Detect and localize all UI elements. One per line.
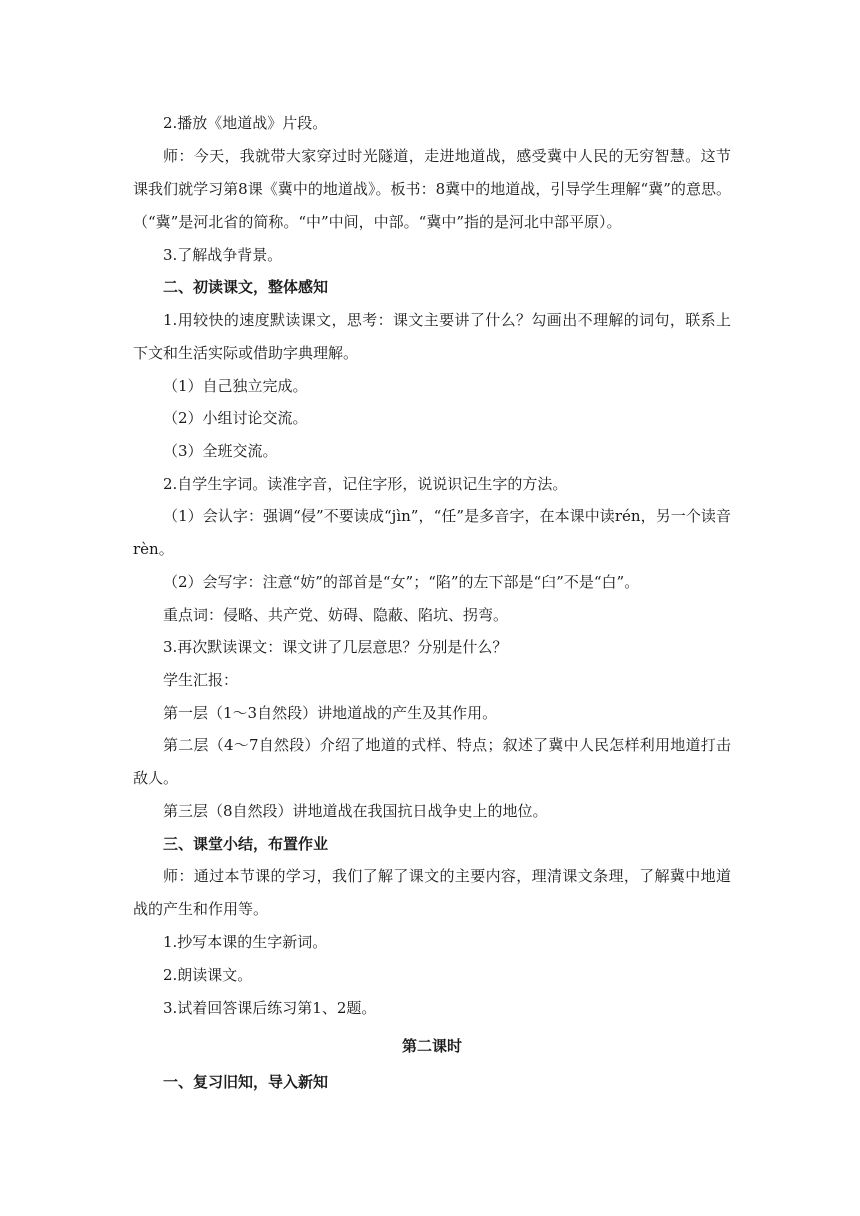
paragraph-layer-three: 第三层（8自然段）讲地道战在我国抗日战争史上的地位。 <box>163 802 548 821</box>
paragraph-student-report: 学生汇报： <box>163 670 239 689</box>
section-heading-review: 一、复习旧知，导入新知 <box>163 1072 329 1091</box>
paragraph-step-group-discussion: （2）小组讨论交流。 <box>163 409 308 428</box>
paragraph-homework-copy: 1.抄写本课的生字新词。 <box>163 933 328 952</box>
paragraph-step-class-exchange: （3）全班交流。 <box>163 441 278 460</box>
paragraph-teacher-summary: 师：通过本节课的学习，我们了解了课文的主要内容，理清课文条理，了解冀中地道战的产生和作用等。 <box>133 867 731 919</box>
paragraph-reread-question: 3.再次默读课文：课文讲了几层意思？分别是什么？ <box>163 638 508 657</box>
section-heading-summary: 三、课堂小结，布置作业 <box>163 834 329 853</box>
paragraph-self-study-words: 2.自学生字词。读准字音，记住字形，说说识记生字的方法。 <box>163 474 568 493</box>
paragraph-write-characters: （2）会写字：注意“妨”的部首是“女”；“陷”的左下部是“臼”不是“白”。 <box>163 573 640 592</box>
paragraph-step-independent: （1）自己独立完成。 <box>163 376 308 395</box>
paragraph-play-film-clip: 2.播放《地道战》片段。 <box>163 114 328 132</box>
paragraph-teacher-intro: 师：今天，我就带大家穿过时光隧道，走进地道战，感受冀中人民的无穷智慧。这节课我们就学习第8课《冀中的地道战》。板书：8冀中的地道战，引导学生理解“冀”的意思。（“冀”是河北省的简称。“中”中间，中部。“冀中”指的是河北中部平原）。 <box>133 146 731 231</box>
paragraph-homework-read: 2.朗读课文。 <box>163 965 253 984</box>
section-heading-first-reading: 二、初读课文，整体感知 <box>163 278 329 297</box>
paragraph-layer-one: 第一层（1～3自然段）讲地道战的产生及其作用。 <box>163 703 498 722</box>
lesson-title-second-period: 第二课时 <box>401 1037 462 1056</box>
paragraph-recognize-characters: （1）会认字：强调“侵”不要读成“jìn”，“任”是多音字，在本课中读rén，另一个读音rèn。 <box>133 507 731 559</box>
paragraph-layer-two: 第二层（4～7自然段）介绍了地道的式样、特点；叙述了冀中人民怎样利用地道打击敌人。 <box>133 736 731 788</box>
paragraph-homework-exercises: 3.试着回答课后练习第1、2题。 <box>163 998 377 1017</box>
document-body <box>133 107 731 1098</box>
paragraph-war-background: 3.了解战争背景。 <box>163 245 283 264</box>
paragraph-key-words: 重点词：侵略、共产党、妨碍、隐蔽、陷坑、拐弯。 <box>163 605 509 624</box>
paragraph-silent-reading: 1.用较快的速度默读课文，思考：课文主要讲了什么？勾画出不理解的词句，联系上下文和生活实际或借助字典理解。 <box>133 310 731 362</box>
